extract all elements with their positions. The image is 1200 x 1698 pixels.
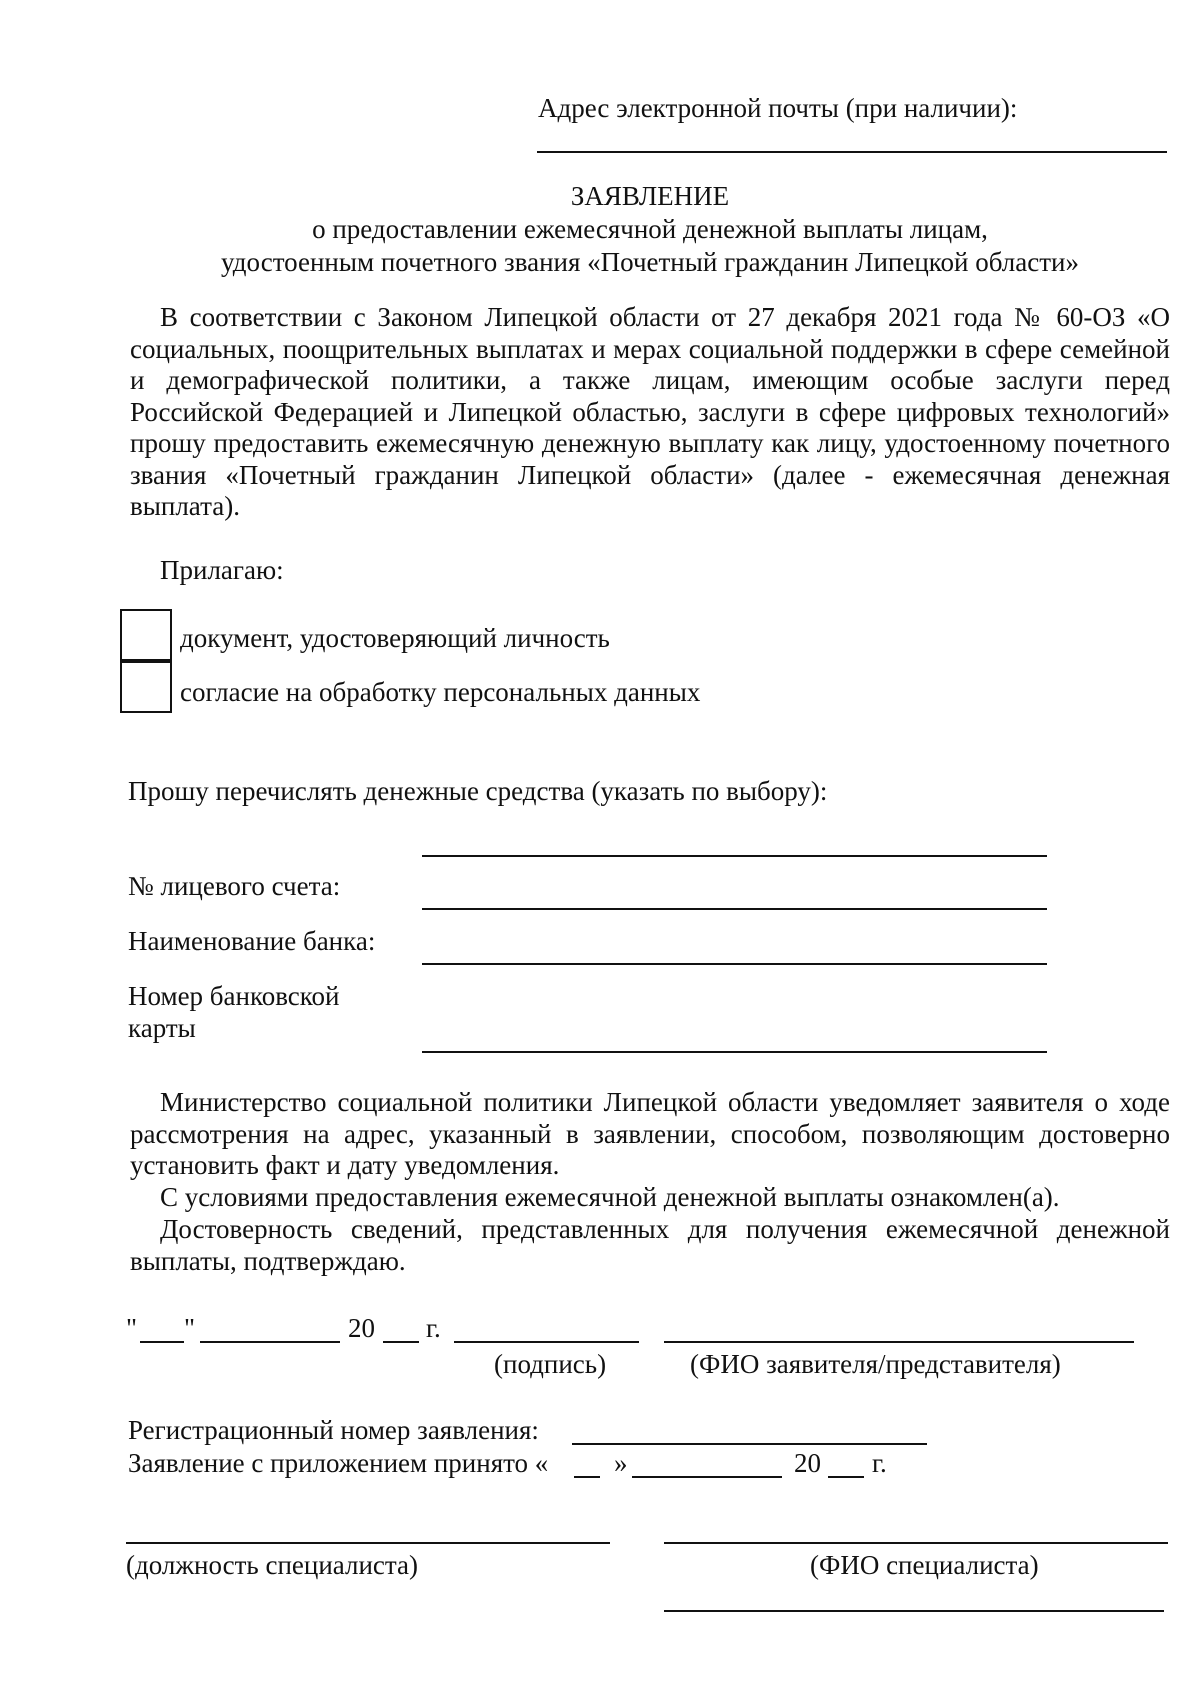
bank-name-label: Наименование банка:: [128, 926, 376, 956]
accepted-quote-close: »: [614, 1448, 628, 1478]
card-number-line[interactable]: [422, 1051, 1047, 1053]
accepted-year-prefix: 20: [794, 1448, 821, 1478]
date-year-prefix: 20: [348, 1313, 375, 1343]
specialist-fio-line[interactable]: [664, 1542, 1168, 1544]
bank-name-line[interactable]: [422, 963, 1047, 965]
accepted-prefix: Заявление с приложением принято «: [128, 1448, 549, 1478]
accepted-month-line[interactable]: [632, 1476, 782, 1478]
account-number-line[interactable]: [422, 908, 1047, 910]
specialist-extra-line[interactable]: [664, 1610, 1164, 1612]
document-subtitle-line1: о предоставлении ежемесячной денежной выплаты лицам,: [312, 214, 988, 244]
applicant-fio-caption: (ФИО заявителя/представителя): [690, 1349, 1061, 1379]
accuracy-confirmation: Достоверность сведений, представленных для получения ежемесячной денежной выплаты, подтверждаю.: [130, 1214, 1170, 1276]
transfer-option-line[interactable]: [422, 855, 1047, 857]
registration-number-line[interactable]: [572, 1443, 927, 1445]
accepted-year-line[interactable]: [828, 1476, 864, 1478]
card-number-label-line1: Номер банковской: [128, 981, 340, 1011]
accepted-year-suffix: г.: [872, 1448, 887, 1478]
conditions-acknowledgement: С условиями предоставления ежемесячной денежной выплаты ознакомлен(а).: [160, 1182, 1060, 1212]
attachment-label-identity: документ, удостоверяющий личность: [180, 623, 610, 653]
date-quote-open: ": [126, 1313, 138, 1343]
document-title: ЗАЯВЛЕНИЕ: [570, 181, 730, 211]
attachments-label: Прилагаю:: [160, 555, 284, 585]
date-day-line[interactable]: [140, 1341, 184, 1343]
date-year-suffix: г.: [426, 1313, 441, 1343]
account-number-label: № лицевого счета:: [128, 871, 341, 901]
attachment-checkbox-consent[interactable]: [120, 661, 172, 713]
email-input-line[interactable]: [537, 151, 1167, 153]
registration-number-label: Регистрационный номер заявления:: [128, 1415, 539, 1445]
document-subtitle-line2: удостоенным почетного звания «Почетный гражданин Липецкой области»: [221, 247, 1079, 277]
specialist-position-line[interactable]: [126, 1542, 610, 1544]
attachment-label-consent: согласие на обработку персональных данных: [180, 677, 701, 707]
date-year-line[interactable]: [383, 1341, 419, 1343]
signature-line[interactable]: [454, 1341, 639, 1343]
transfer-label: Прошу перечислять денежные средства (указать по выбору):: [128, 776, 828, 806]
attachment-checkbox-identity[interactable]: [120, 609, 172, 661]
card-number-label-line2: карты: [128, 1013, 196, 1043]
signature-caption: (подпись): [494, 1349, 607, 1379]
accepted-day-line[interactable]: [574, 1476, 600, 1478]
notice-paragraph: Министерство социальной политики Липецкой области уведомляет заявителя о ходе рассмотрения на адрес, указанный в заявлении, способом, позволяющим достоверно установить факт и дату уведомления.: [130, 1087, 1170, 1180]
date-month-line[interactable]: [200, 1341, 340, 1343]
specialist-position-caption: (должность специалиста): [126, 1550, 419, 1580]
email-label: Адрес электронной почты (при наличии):: [538, 93, 1018, 123]
applicant-fio-line[interactable]: [664, 1341, 1134, 1343]
specialist-fio-caption: (ФИО специалиста): [810, 1550, 1039, 1580]
date-quote-close: ": [184, 1313, 196, 1343]
body-paragraph: В соответствии с Законом Липецкой области от 27 декабря 2021 года № 60-ОЗ «О социальных, поощрительных выплатах и мерах социальной поддержки в сфере семейной и демографической политики, а также лицам, имеющим особые заслуги перед Российской Федерацией и Липецкой областью, заслуги в сфере цифровых технологий» прошу предоставить ежемесячную денежную выплату как лицу, удостоенному почетного звания «Почетный гражданин Липецкой области» (далее - ежемесячная денежная выплата).: [130, 302, 1170, 521]
